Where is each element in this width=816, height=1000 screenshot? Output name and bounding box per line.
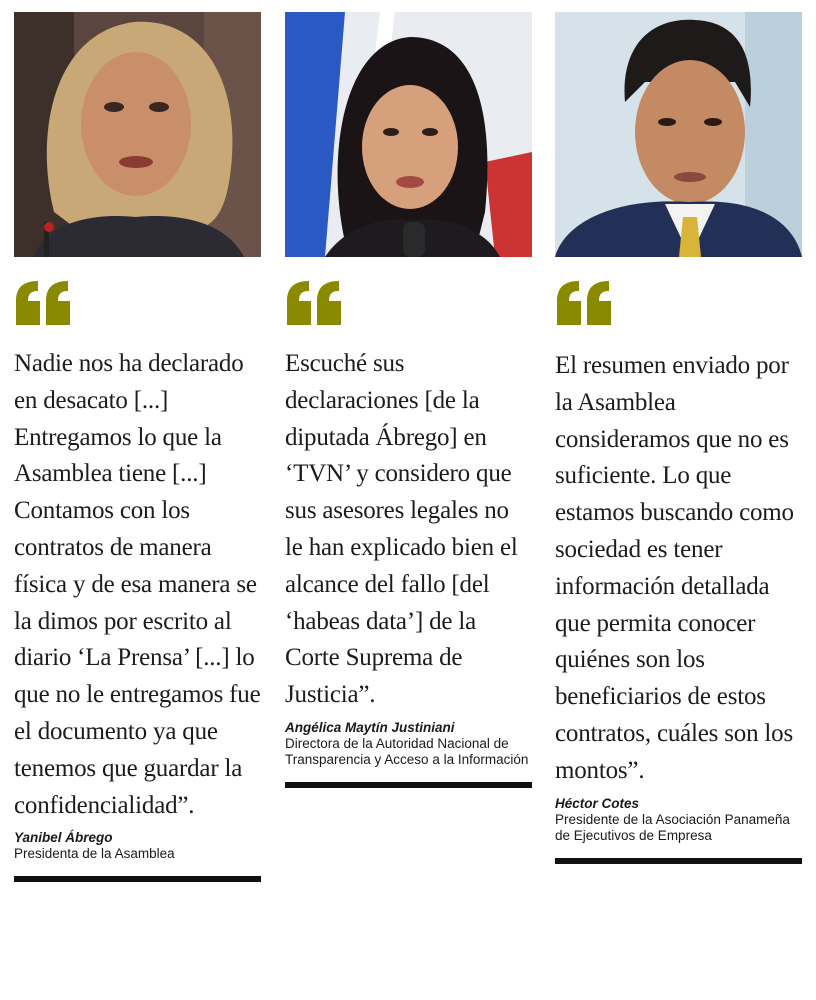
speaker-role: Presidenta de la Asamblea [14, 846, 175, 862]
speaker-name: Yanibel Ábrego [14, 830, 113, 846]
speaker-name: Angélica Maytín Justiniani [285, 719, 455, 735]
quote-text: El resumen enviado por la Asamblea consideramos que no es suficiente. Lo que estamos buscando como sociedad es tener información detallada que permita conocer quiénes son los beneficiarios de estos contratos, cuáles son los montos”. [555, 352, 794, 784]
divider-rule [555, 858, 802, 864]
speaker-role: Directora de la Autoridad Nacional de Transparencia y Acceso a la Información [285, 735, 529, 767]
speaker-name: Héctor Cotes [555, 795, 640, 811]
speaker-photo-maytin [285, 12, 532, 257]
quote-text: Nadie nos ha declarado en desacato [...] Entregamos lo que la Asamblea tiene [...] Contamos con los contratos de manera física y de esa manera se la dimos por escrito al diario ‘La Prensa’ [...] lo que no le entregamos fue el documento ya que tenemos que guardar la confidencialidad”. [14, 350, 261, 819]
speaker-photo-cotes [555, 12, 802, 257]
quote-column-2 [285, 12, 532, 788]
divider-rule [285, 782, 532, 788]
quote-mark-icon [14, 279, 74, 327]
quote-text: Escuché sus declaraciones [de la diputada Ábrego] en ‘TVN’ y considero que sus asesores legales no le han explicado bien el alcance del fallo [del ‘habeas data’] de la Corte Suprema de Justicia”. [285, 350, 518, 709]
speaker-role: Presidente de la Asociación Panameña de Ejecutivos de Empresa [555, 811, 790, 843]
quote-column-1 [14, 12, 261, 882]
quote-mark-icon [555, 279, 615, 327]
speaker-photo-abrego [14, 12, 261, 257]
divider-rule [14, 876, 261, 882]
quote-mark-icon [285, 279, 345, 327]
quote-column-3 [555, 12, 802, 864]
